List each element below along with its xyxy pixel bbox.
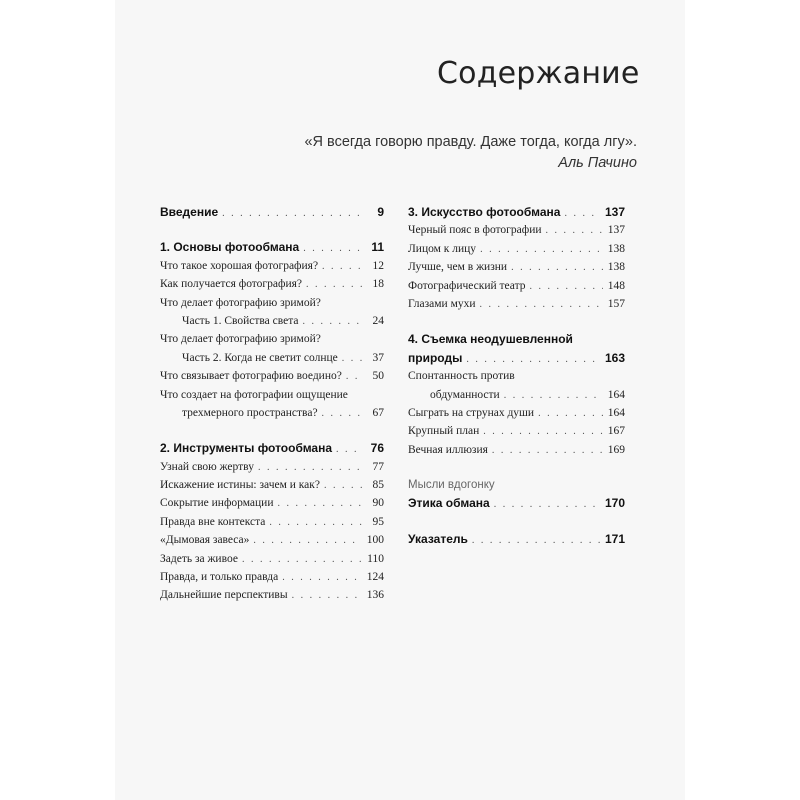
entry-label: Лицом к лицу xyxy=(408,242,477,255)
toc-chapter-4-line1[interactable] xyxy=(408,330,625,348)
leader-dots xyxy=(306,276,362,294)
entry-label: Крупный план xyxy=(408,425,480,438)
toc-entry[interactable] xyxy=(408,422,625,440)
toc-entry[interactable] xyxy=(408,240,625,258)
leader-dots xyxy=(269,514,362,532)
entry-label: Сыграть на струнах души xyxy=(408,406,535,419)
leader-dots xyxy=(253,532,362,550)
entry-page: 50 xyxy=(372,370,384,383)
toc-entry[interactable] xyxy=(160,476,384,494)
toc-right-column xyxy=(408,203,625,548)
toc-entry[interactable] xyxy=(160,294,384,312)
leader-dots xyxy=(504,387,603,405)
entry-page: 110 xyxy=(367,552,384,565)
leader-dots xyxy=(292,587,362,605)
leader-dots xyxy=(480,296,603,314)
entry-label: трехмерного пространства? xyxy=(182,406,318,419)
entry-label: Спонтанность против xyxy=(408,370,515,383)
entry-page: 137 xyxy=(607,224,625,237)
chapter-label: 4. Съемка неодушевленной xyxy=(408,332,573,347)
entry-label: Узнай свою жертву xyxy=(160,460,254,473)
toc-entry[interactable] xyxy=(160,312,384,330)
entry-label: Этика обмана xyxy=(408,496,490,511)
entry-label: Введение xyxy=(160,205,219,219)
entry-page: 138 xyxy=(607,261,625,274)
entry-page: 9 xyxy=(377,205,384,219)
toc-ethics[interactable] xyxy=(408,494,625,512)
entry-label: Что такое хорошая фотография? xyxy=(160,259,319,272)
toc-entry[interactable] xyxy=(160,367,384,385)
entry-label: Сокрытие информации xyxy=(160,497,274,510)
entry-page: 37 xyxy=(372,351,384,364)
toc-entry-intro[interactable] xyxy=(160,203,384,221)
chapter-label: природы xyxy=(408,350,463,365)
leader-dots xyxy=(472,532,601,550)
toc-entry[interactable] xyxy=(408,221,625,239)
leader-dots xyxy=(346,368,362,386)
toc-entry[interactable] xyxy=(160,386,384,404)
entry-page: 164 xyxy=(607,388,625,401)
leader-dots xyxy=(511,259,603,277)
toc-left-column xyxy=(160,203,384,605)
entry-page: 169 xyxy=(607,443,625,456)
leader-dots xyxy=(494,496,601,514)
toc-chapter-3[interactable] xyxy=(408,203,625,221)
leader-dots xyxy=(322,258,362,276)
entry-page: 171 xyxy=(604,531,625,546)
entry-page: 24 xyxy=(372,314,384,327)
entry-label: Правда вне контекста xyxy=(160,515,266,528)
chapter-label: 3. Искусство фотообмана xyxy=(408,205,561,219)
entry-page: 77 xyxy=(372,460,384,473)
entry-page: 90 xyxy=(372,497,384,510)
leader-dots xyxy=(483,423,603,441)
toc-entry[interactable] xyxy=(408,441,625,459)
toc-entry[interactable] xyxy=(408,404,625,422)
leader-dots xyxy=(492,442,603,460)
page-title: Содержание xyxy=(437,56,640,91)
toc-entry[interactable] xyxy=(160,404,384,422)
chapter-page: 137 xyxy=(604,205,625,219)
entry-page: 95 xyxy=(372,515,384,528)
toc-entry[interactable] xyxy=(160,513,384,531)
entry-label: Что делает фотографию зримой? xyxy=(160,333,321,346)
entry-page: 124 xyxy=(366,571,384,584)
leader-dots xyxy=(324,477,362,495)
toc-chapter-4[interactable] xyxy=(408,349,625,367)
afterthoughts-heading xyxy=(408,476,625,494)
toc-entry[interactable] xyxy=(160,275,384,293)
leader-dots xyxy=(242,551,362,569)
leader-dots xyxy=(342,350,362,368)
toc-entry[interactable] xyxy=(408,367,625,385)
entry-page: 85 xyxy=(372,479,384,492)
toc-entry[interactable] xyxy=(408,258,625,276)
toc-entry[interactable] xyxy=(160,330,384,348)
entry-label: Задеть за живое xyxy=(160,552,238,565)
toc-entry[interactable] xyxy=(408,386,625,404)
toc-index[interactable] xyxy=(408,530,625,548)
entry-label: Вечная иллюзия xyxy=(408,443,488,456)
toc-entry[interactable] xyxy=(408,277,625,295)
toc-chapter-2[interactable] xyxy=(160,439,384,457)
entry-label: Глазами мухи xyxy=(408,297,476,310)
entry-label: Черный пояс в фотографии xyxy=(408,224,542,237)
entry-label: Лучше, чем в жизни xyxy=(408,261,508,274)
entry-label: Что связывает фотографию воедино? xyxy=(160,370,342,383)
toc-entry[interactable] xyxy=(160,586,384,604)
entry-page: 167 xyxy=(607,425,625,438)
leader-dots xyxy=(282,569,362,587)
leader-dots xyxy=(538,405,603,423)
leader-dots xyxy=(278,495,363,513)
chapter-page: 76 xyxy=(370,441,384,456)
entry-page: 18 xyxy=(372,278,384,291)
entry-label: Правда, и только правда xyxy=(160,571,279,584)
toc-entry[interactable] xyxy=(160,550,384,568)
entry-label: Дальнейшие перспективы xyxy=(160,589,288,602)
epigraph xyxy=(304,132,637,174)
toc-entry[interactable] xyxy=(160,568,384,586)
chapter-page: 11 xyxy=(371,240,384,255)
entry-label: Указатель xyxy=(408,531,468,546)
leader-dots xyxy=(222,205,362,223)
toc-entry[interactable] xyxy=(160,257,384,275)
entry-page: 67 xyxy=(372,406,384,419)
entry-page: 138 xyxy=(607,242,625,255)
leader-dots xyxy=(336,441,362,459)
toc-entry[interactable] xyxy=(160,458,384,476)
leader-dots xyxy=(564,205,601,223)
chapter-label: 2. Инструменты фотообмана xyxy=(160,441,333,456)
entry-label: обдуманности xyxy=(430,388,500,401)
entry-page: 164 xyxy=(607,406,625,419)
toc-entry[interactable] xyxy=(160,531,384,549)
leader-dots xyxy=(530,278,603,296)
entry-page: 148 xyxy=(607,279,625,292)
entry-page: 170 xyxy=(604,496,625,511)
leader-dots xyxy=(322,405,362,423)
leader-dots xyxy=(258,459,362,477)
leader-dots xyxy=(302,313,362,331)
entry-label: Что создает на фотографии ощущение xyxy=(160,388,348,401)
section-label: Мысли вдогонку xyxy=(408,479,495,492)
chapter-page: 163 xyxy=(604,350,625,365)
entry-page: 136 xyxy=(366,589,384,602)
epigraph-author: Аль Пачино xyxy=(558,155,637,171)
entry-page: 157 xyxy=(607,297,625,310)
epigraph-quote: «Я всегда говорю правду. Даже тогда, когда лгу». xyxy=(304,134,637,150)
toc-chapter-1[interactable] xyxy=(160,238,384,256)
entry-label: Искажение истины: зачем и как? xyxy=(160,479,320,492)
entry-label: Часть 1. Свойства света xyxy=(182,314,299,327)
toc-entry[interactable] xyxy=(408,295,625,313)
leader-dots xyxy=(480,241,603,259)
entry-page: 12 xyxy=(372,259,384,272)
entry-label: Фотографический театр xyxy=(408,279,526,292)
toc-entry[interactable] xyxy=(160,494,384,512)
entry-label: Часть 2. Когда не светит солнце xyxy=(182,351,338,364)
entry-label: Что делает фотографию зримой? xyxy=(160,296,321,309)
leader-dots xyxy=(546,222,603,240)
toc-entry[interactable] xyxy=(160,349,384,367)
chapter-label: 1. Основы фотообмана xyxy=(160,240,300,255)
entry-label: «Дымовая завеса» xyxy=(160,534,250,547)
entry-page: 100 xyxy=(366,534,384,547)
entry-label: Как получается фотография? xyxy=(160,278,302,291)
